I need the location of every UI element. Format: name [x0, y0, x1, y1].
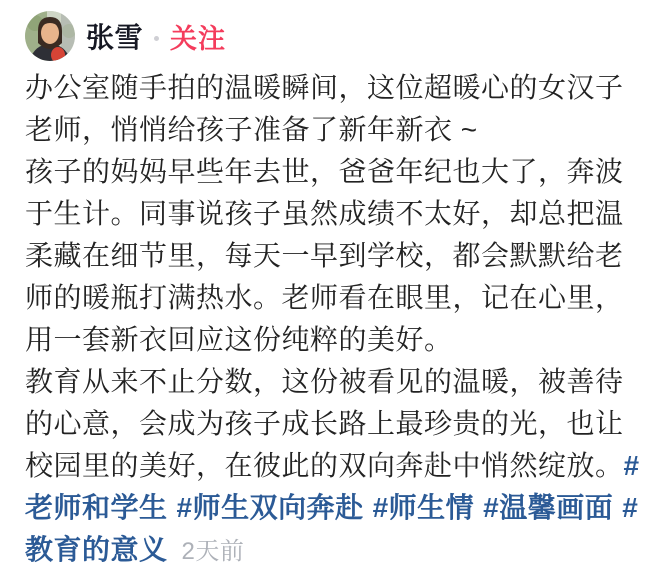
hashtag-link[interactable]: #教育的意义 [25, 492, 639, 565]
follow-button[interactable]: 关注 [170, 17, 226, 56]
post-header [25, 11, 645, 61]
separator-dot [154, 36, 159, 41]
timestamp: 2天前 [181, 538, 245, 565]
post-paragraph: 办公室随手拍的温暖瞬间，这位超暖心的女汉子老师，悄悄给孩子准备了新年新衣 ~ [25, 72, 624, 145]
avatar-image [25, 11, 75, 61]
post-body [25, 67, 645, 573]
post-paragraph-text: 教育从来不止分数，这份被看见的温暖，被善待的心意，会成为孩子成长路上最珍贵的光，也让校园里的美好，在彼此的双向奔赴中悄然绽放。 [25, 366, 624, 481]
avatar[interactable] [25, 11, 75, 61]
hashtag-link[interactable]: #老师和学生 [25, 450, 640, 523]
post-paragraph: 孩子的妈妈早些年去世，爸爸年纪也大了，奔波于生计。同事说孩子虽然成绩不太好，却总把温柔藏在细节里，每天一早到学校，都会默默给老师的暖瓶打满热水。老师看在眼里，记在心里，用一套新衣回应这份纯粹的美好。 [25, 156, 624, 355]
hashtag-link[interactable]: #温馨画面 [483, 492, 614, 523]
hashtag-link[interactable]: #师生情 [372, 492, 475, 523]
username[interactable]: 张雪 [86, 22, 144, 53]
hashtag-link[interactable]: #师生双向奔赴 [176, 492, 364, 523]
post-paragraph [25, 361, 645, 573]
